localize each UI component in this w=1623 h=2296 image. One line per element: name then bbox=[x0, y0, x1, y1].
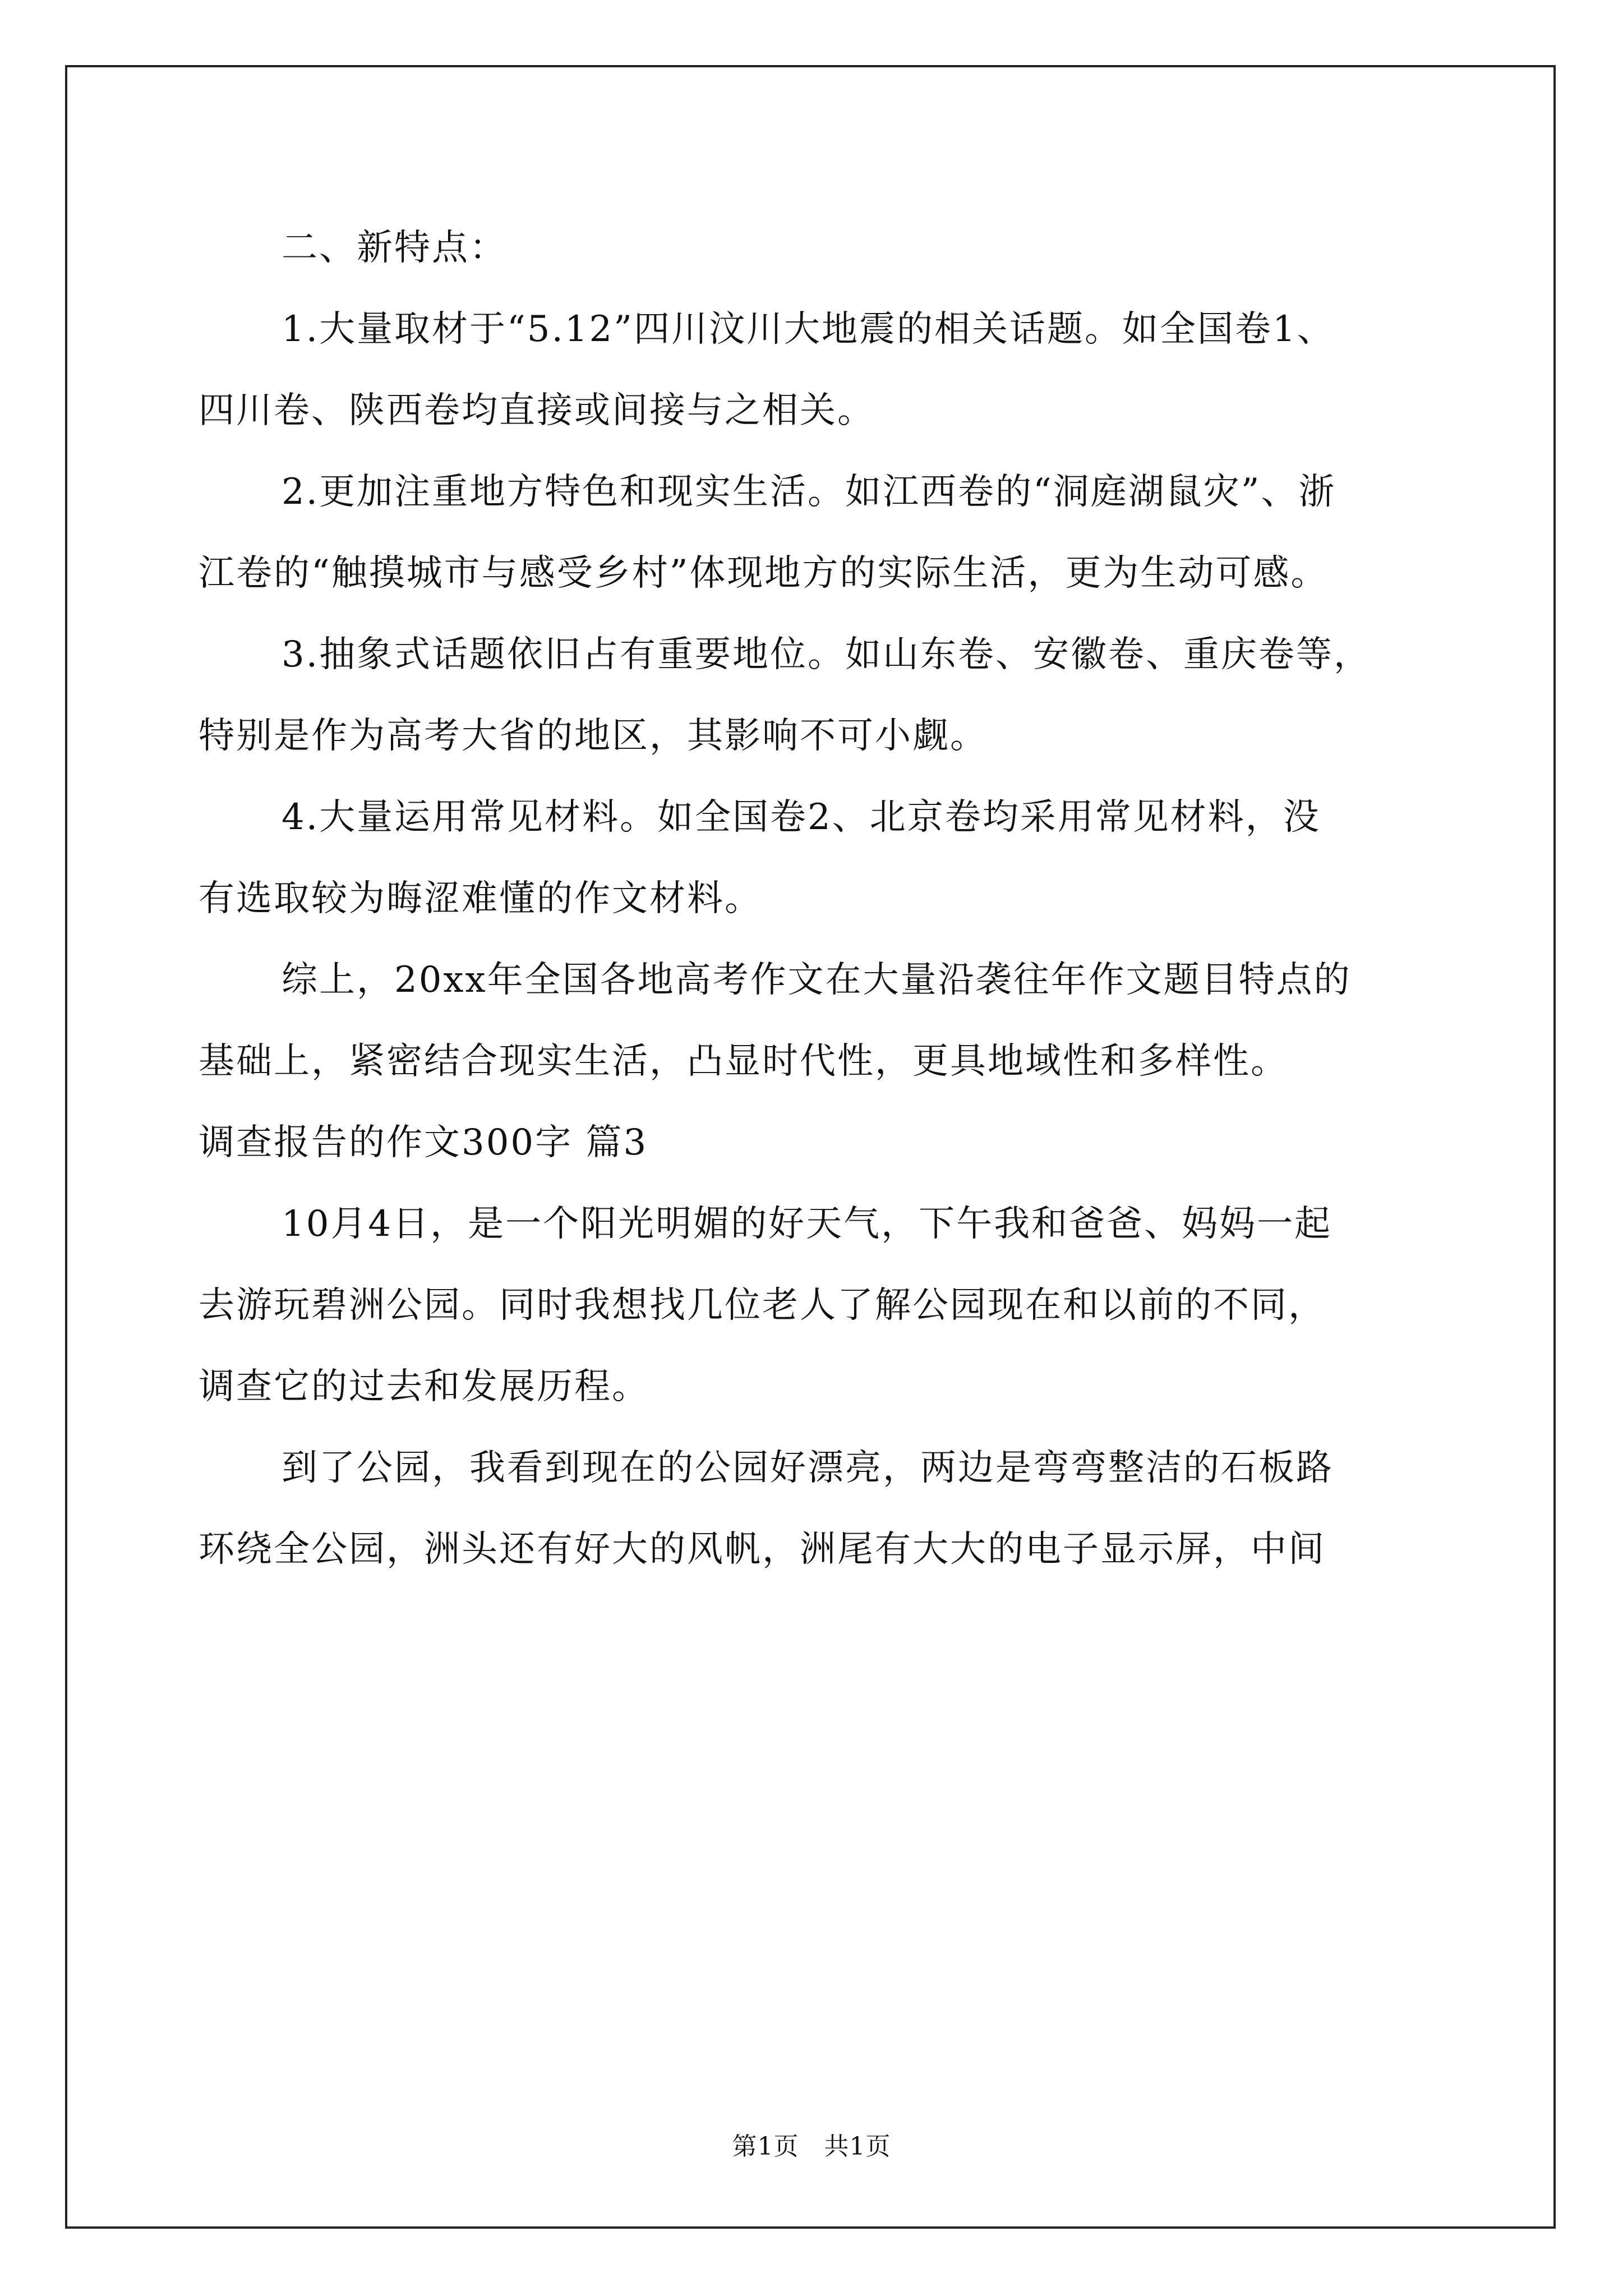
paragraph-line: 基础上，紧密结合现实生活，凸显时代性，更具地域性和多样性。 bbox=[199, 1041, 1288, 1082]
paragraph-line: 特别是作为高考大省的地区，其影响不可小觑。 bbox=[199, 715, 988, 757]
paragraph-line: 去游玩碧洲公园。同时我想找几位老人了解公园现在和以前的不同， bbox=[199, 1285, 1326, 1326]
paragraph-line: 10月4日，是一个阳光明媚的好天气，下午我和爸爸、妈妈一起 bbox=[282, 1203, 1332, 1245]
paragraph-line: 有选取较为晦涩难懂的作文材料。 bbox=[199, 878, 762, 919]
paragraph-line: 调查它的过去和发展历程。 bbox=[199, 1366, 649, 1407]
paragraph-line: 4.大量运用常见材料。如全国卷2、北京卷均采用常见材料，没 bbox=[282, 797, 1321, 838]
paragraph-line: 综上，20xx年全国各地高考作文在大量沿袭往年作文题目特点的 bbox=[282, 959, 1352, 1001]
paragraph-line: 2.更加注重地方特色和现实生活。如江西卷的“洞庭湖鼠灾”、浙 bbox=[282, 471, 1336, 513]
section-title-essay: 调查报告的作文300字 篇3 bbox=[199, 1122, 648, 1163]
page-number-footer: 第1页 共1页 bbox=[732, 2132, 891, 2161]
paragraph-line: 1.大量取材于“5.12”四川汶川大地震的相关话题。如全国卷1、 bbox=[282, 309, 1335, 350]
paragraph-line: 四川卷、陕西卷均直接或间接与之相关。 bbox=[199, 390, 875, 431]
paragraph-line: 江卷的“触摸城市与感受乡村”体现地方的实际生活，更为生动可感。 bbox=[199, 553, 1329, 594]
paragraph-line: 到了公园，我看到现在的公园好漂亮，两边是弯弯整洁的石板路 bbox=[282, 1447, 1334, 1489]
section-heading-new-features: 二、新特点： bbox=[282, 227, 507, 269]
document-body bbox=[199, 208, 1432, 1590]
paragraph-line: 环绕全公园，洲头还有好大的风帆，洲尾有大大的电子显示屏，中间 bbox=[199, 1529, 1326, 1570]
paragraph-line: 3.抽象式话题依旧占有重要地位。如山东卷、安徽卷、重庆卷等， bbox=[282, 634, 1372, 675]
